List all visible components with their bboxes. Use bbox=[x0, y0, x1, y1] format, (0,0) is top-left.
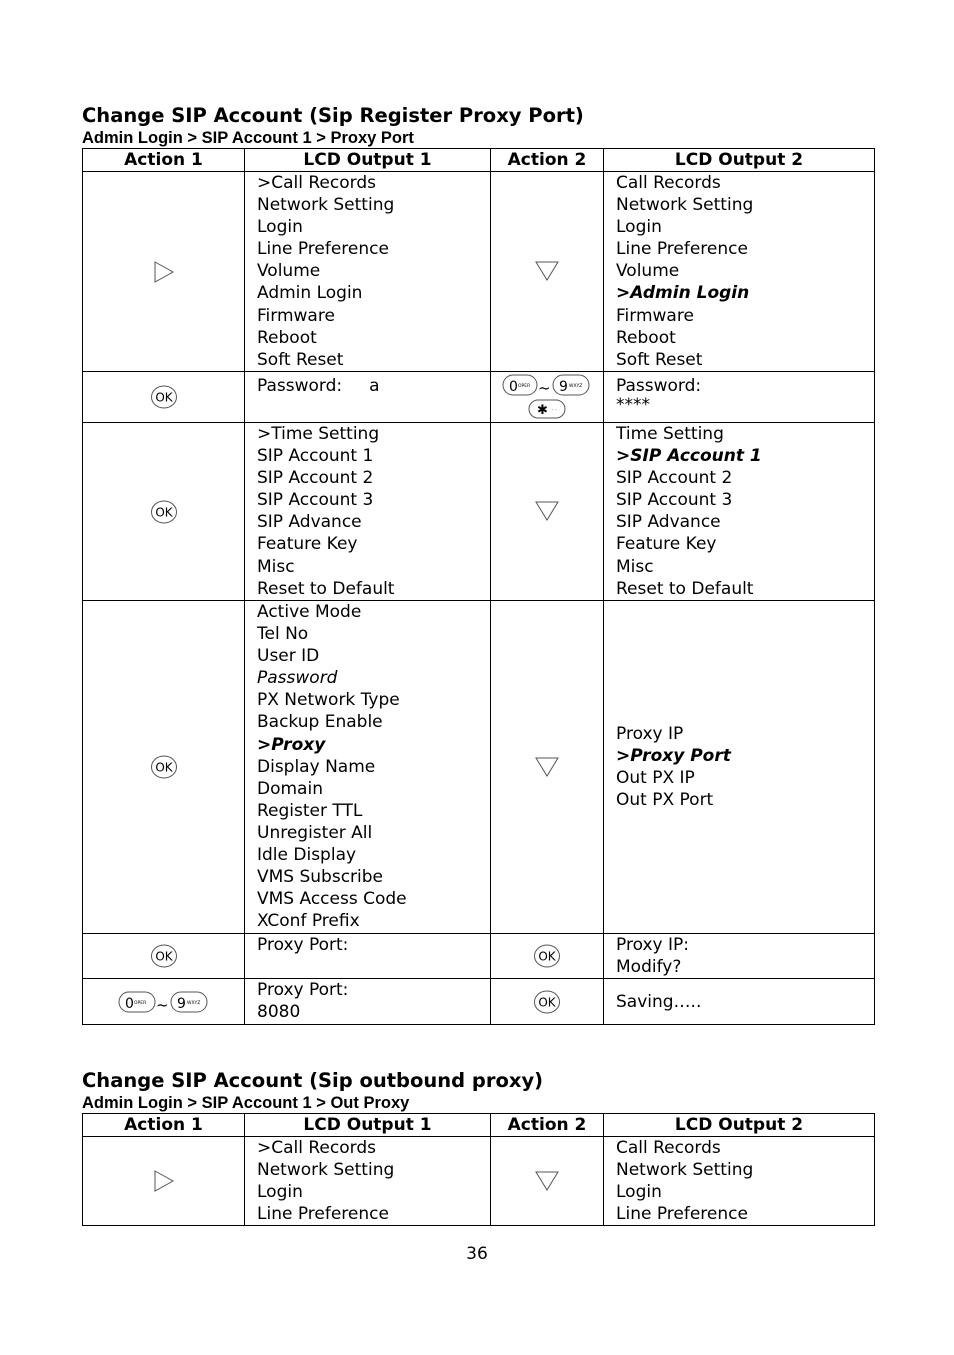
svg-text:9: 9 bbox=[559, 379, 568, 395]
lcd-output-1-cell bbox=[245, 979, 491, 1025]
lcd-line: Misc bbox=[257, 556, 295, 577]
lcd-line: Proxy Port: bbox=[257, 980, 349, 1001]
header-lcd-output-2: LCD Output 2 bbox=[604, 1114, 875, 1137]
section-outbound-proxy bbox=[82, 1069, 874, 1226]
lcd-output-1-cell bbox=[245, 934, 491, 979]
lcd-line-selected: >Proxy Port bbox=[616, 745, 731, 766]
lcd-line: SIP Account 1 bbox=[257, 446, 374, 467]
down-arrow-key-icon bbox=[534, 756, 560, 778]
action-1-cell bbox=[83, 979, 245, 1025]
lcd-line: Idle Display bbox=[257, 845, 357, 866]
lcd-line-selected: >SIP Account 1 bbox=[616, 446, 762, 467]
table-row bbox=[83, 372, 875, 423]
lcd-line: Backup Enable bbox=[257, 712, 383, 733]
lcd-line: Soft Reset bbox=[616, 349, 703, 370]
lcd-output-1-cell bbox=[245, 372, 491, 423]
lcd-line: Login bbox=[257, 1182, 303, 1203]
lcd-line: SIP Account 3 bbox=[257, 490, 374, 511]
lcd-output-2-cell bbox=[604, 601, 875, 934]
lcd-line: 8080 bbox=[257, 1002, 301, 1023]
header-lcd-output-1: LCD Output 1 bbox=[245, 149, 491, 172]
lcd-line: >Time Setting bbox=[257, 424, 380, 444]
lcd-line: Firmware bbox=[257, 305, 335, 326]
lcd-line: Firmware bbox=[616, 305, 694, 326]
svg-text:~: ~ bbox=[155, 995, 169, 1014]
action-1-cell bbox=[83, 934, 245, 979]
lcd-output-1-cell bbox=[245, 1137, 491, 1226]
lcd-line: VMS Access Code bbox=[257, 889, 407, 910]
lcd-line: Proxy Port: bbox=[257, 935, 349, 955]
header-action-2: Action 2 bbox=[491, 1114, 604, 1137]
lcd-line: SIP Account 2 bbox=[257, 468, 374, 489]
menu-path: Admin Login > SIP Account 1 > Proxy Port bbox=[82, 129, 414, 147]
table-row bbox=[83, 934, 875, 979]
ok-key-icon bbox=[150, 385, 178, 409]
lcd-output-1-cell bbox=[245, 423, 491, 601]
lcd-output-2-cell bbox=[604, 1137, 875, 1226]
svg-text:0: 0 bbox=[509, 379, 518, 395]
action-1-cell bbox=[83, 601, 245, 934]
table-row bbox=[83, 1137, 875, 1226]
table-row bbox=[83, 423, 875, 601]
steps-table bbox=[82, 148, 875, 1025]
lcd-line: Reset to Default bbox=[257, 578, 395, 599]
header-action-1: Action 1 bbox=[83, 149, 245, 172]
right-arrow-key-icon bbox=[153, 260, 175, 284]
lcd-line-selected: >Admin Login bbox=[616, 283, 750, 304]
lcd-line: Line Preference bbox=[257, 1204, 389, 1225]
lcd-line: XConf Prefix bbox=[257, 911, 360, 932]
lcd-line: Line Preference bbox=[616, 239, 748, 260]
lcd-line: SIP Account 2 bbox=[616, 468, 733, 489]
lcd-line: Password: bbox=[616, 376, 702, 396]
lcd-line-italic: Password bbox=[257, 668, 338, 689]
lcd-line: Network Setting bbox=[616, 195, 754, 216]
action-2-cell bbox=[491, 934, 604, 979]
lcd-line: Proxy IP bbox=[616, 723, 684, 744]
lcd-line: Proxy IP: bbox=[616, 935, 689, 955]
section-register-proxy-port bbox=[82, 104, 874, 1025]
ok-key-icon bbox=[150, 500, 178, 524]
svg-text:OK: OK bbox=[538, 995, 556, 1010]
lcd-line: >Call Records bbox=[257, 173, 376, 193]
lcd-line: Login bbox=[616, 1182, 662, 1203]
digit-keys-and-star-key-icon bbox=[502, 373, 592, 421]
svg-text:OPER: OPER bbox=[518, 384, 531, 389]
table-header-row bbox=[83, 149, 875, 172]
ok-key-icon bbox=[150, 755, 178, 779]
lcd-line: Out PX IP bbox=[616, 768, 695, 788]
lcd-line: Line Preference bbox=[616, 1204, 748, 1225]
lcd-line: Volume bbox=[257, 261, 321, 282]
lcd-line: Call Records bbox=[616, 1138, 721, 1158]
action-1-cell bbox=[83, 1137, 245, 1226]
table-header-row bbox=[83, 1114, 875, 1137]
table-row bbox=[83, 601, 875, 934]
action-2-cell bbox=[491, 979, 604, 1025]
section-title: Change SIP Account (Sip Register Proxy Port) bbox=[82, 104, 584, 127]
lcd-line: Call Records bbox=[616, 173, 721, 193]
lcd-line: Network Setting bbox=[257, 1160, 395, 1181]
section-title: Change SIP Account (Sip outbound proxy) bbox=[82, 1069, 544, 1092]
svg-text:9: 9 bbox=[176, 995, 186, 1012]
action-1-cell bbox=[83, 372, 245, 423]
lcd-line: VMS Subscribe bbox=[257, 867, 384, 888]
lcd-line: Display Name bbox=[257, 756, 376, 777]
lcd-line-selected: >Proxy bbox=[257, 734, 326, 755]
lcd-line: Password: a bbox=[257, 376, 380, 396]
header-action-2: Action 2 bbox=[491, 149, 604, 172]
action-1-cell bbox=[83, 423, 245, 601]
menu-path: Admin Login > SIP Account 1 > Out Proxy bbox=[82, 1094, 410, 1112]
lcd-output-2-cell bbox=[604, 934, 875, 979]
action-2-cell bbox=[491, 423, 604, 601]
lcd-line: SIP Account 3 bbox=[616, 490, 733, 511]
lcd-line: SIP Advance bbox=[616, 512, 721, 533]
action-2-cell bbox=[491, 372, 604, 423]
svg-text:· ·: · · bbox=[552, 407, 557, 413]
lcd-line: Out PX Port bbox=[616, 790, 714, 811]
lcd-output-1-cell bbox=[245, 601, 491, 934]
svg-text:OK: OK bbox=[154, 760, 173, 775]
lcd-line: Network Setting bbox=[257, 195, 395, 216]
lcd-line: Misc bbox=[616, 556, 654, 577]
lcd-line: Volume bbox=[616, 261, 680, 282]
ok-key-icon bbox=[150, 944, 178, 968]
down-arrow-key-icon bbox=[534, 500, 560, 522]
header-lcd-output-2: LCD Output 2 bbox=[604, 149, 875, 172]
action-2-cell bbox=[491, 172, 604, 372]
lcd-line: **** bbox=[616, 395, 650, 416]
svg-text:OPER: OPER bbox=[133, 1000, 146, 1006]
lcd-line: Login bbox=[616, 217, 662, 238]
steps-table bbox=[82, 1113, 875, 1226]
down-arrow-key-icon bbox=[534, 260, 560, 282]
svg-text:OK: OK bbox=[538, 949, 556, 964]
lcd-line: Login bbox=[257, 217, 303, 238]
lcd-line: Reboot bbox=[616, 327, 676, 348]
lcd-line: Line Preference bbox=[257, 239, 389, 260]
lcd-line: Soft Reset bbox=[257, 349, 344, 370]
svg-text:WXYZ: WXYZ bbox=[186, 1000, 200, 1006]
svg-text:✱: ✱ bbox=[537, 403, 548, 418]
table-row bbox=[83, 979, 875, 1025]
page-number: 36 bbox=[466, 1244, 488, 1264]
down-arrow-key-icon bbox=[534, 1170, 560, 1192]
lcd-line: Unregister All bbox=[257, 822, 373, 843]
lcd-line: SIP Advance bbox=[257, 512, 362, 533]
lcd-output-2-cell bbox=[604, 979, 875, 1025]
action-1-cell bbox=[83, 172, 245, 372]
lcd-line: Domain bbox=[257, 778, 323, 799]
action-2-cell bbox=[491, 601, 604, 934]
lcd-line: User ID bbox=[257, 646, 320, 667]
lcd-line: Time Setting bbox=[616, 424, 724, 444]
lcd-line: Register TTL bbox=[257, 800, 363, 821]
header-action-1: Action 1 bbox=[83, 1114, 245, 1137]
ok-key-icon bbox=[533, 944, 561, 968]
lcd-line: Network Setting bbox=[616, 1160, 754, 1181]
lcd-line: Admin Login bbox=[257, 283, 363, 304]
lcd-line: Saving….. bbox=[616, 991, 702, 1012]
lcd-line: Feature Key bbox=[257, 534, 358, 555]
lcd-output-2-cell bbox=[604, 423, 875, 601]
svg-text:OK: OK bbox=[154, 949, 173, 964]
lcd-line: Reboot bbox=[257, 327, 317, 348]
lcd-output-2-cell bbox=[604, 172, 875, 372]
action-2-cell bbox=[491, 1137, 604, 1226]
svg-text:WXYZ: WXYZ bbox=[569, 384, 583, 389]
lcd-line: PX Network Type bbox=[257, 690, 400, 711]
lcd-output-1-cell bbox=[245, 172, 491, 372]
lcd-output-2-cell bbox=[604, 372, 875, 423]
right-arrow-key-icon bbox=[153, 1169, 175, 1193]
lcd-line: Active Mode bbox=[257, 602, 362, 622]
svg-text:OK: OK bbox=[154, 505, 173, 519]
svg-text:OK: OK bbox=[154, 390, 173, 405]
table-row bbox=[83, 172, 875, 372]
header-lcd-output-1: LCD Output 1 bbox=[245, 1114, 491, 1137]
svg-text:~: ~ bbox=[538, 379, 551, 397]
ok-key-icon bbox=[533, 990, 561, 1014]
lcd-line: >Call Records bbox=[257, 1138, 376, 1158]
lcd-line: Reset to Default bbox=[616, 578, 754, 599]
digit-keys-0-9-icon bbox=[118, 990, 210, 1014]
lcd-line: Feature Key bbox=[616, 534, 717, 555]
lcd-line: Modify? bbox=[616, 957, 682, 978]
lcd-line: Tel No bbox=[257, 624, 309, 645]
svg-text:0: 0 bbox=[124, 995, 134, 1012]
